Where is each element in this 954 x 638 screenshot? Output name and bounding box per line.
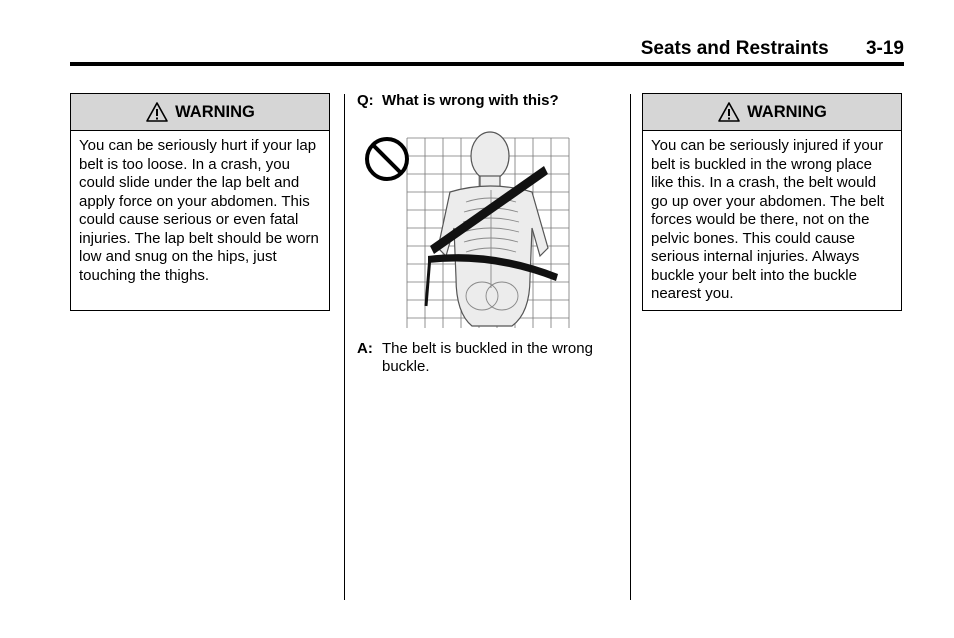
- question-text: What is wrong with this?: [382, 92, 559, 109]
- warning-triangle-icon: [717, 101, 741, 123]
- belt-illustration: [362, 128, 580, 334]
- column-divider-1: [344, 94, 345, 600]
- answer: [357, 340, 617, 376]
- header-rule: [70, 62, 904, 66]
- page-number: 3-19: [865, 38, 904, 59]
- prohibited-circle-icon: [367, 139, 407, 179]
- warning-header: [71, 94, 329, 131]
- warning-triangle-icon: [145, 101, 169, 123]
- question-label: Q:: [357, 92, 374, 109]
- warning-box-right: [642, 93, 902, 311]
- section-title: Seats and Restraints: [640, 38, 829, 59]
- warning-text: You can be seriously hurt if your lap belt is too loose. In a crash, you could slide under the lap belt and apply force on your abdomen. This could cause serious or even fatal injuries. The lap belt should be worn low and snug on the hips, just touching the thighs.: [79, 137, 319, 284]
- warning-title: WARNING: [747, 102, 827, 121]
- warning-header: [643, 94, 901, 131]
- question: [357, 92, 617, 110]
- column-divider-2: [630, 94, 631, 600]
- warning-box-left: [70, 93, 330, 311]
- answer-label: A:: [357, 340, 373, 357]
- answer-text: The belt is buckled in the wrong buckle.: [382, 340, 593, 375]
- warning-title: WARNING: [175, 102, 255, 121]
- page-header: [641, 38, 904, 60]
- warning-text: You can be seriously injured if your belt is buckled in the wrong place like this. In a crash, the belt would go up over your abdomen. The belt forces would be there, not on the pelvic bones. This could cause serious internal injuries. Always buckle your belt into the buckle nearest you.: [651, 137, 885, 302]
